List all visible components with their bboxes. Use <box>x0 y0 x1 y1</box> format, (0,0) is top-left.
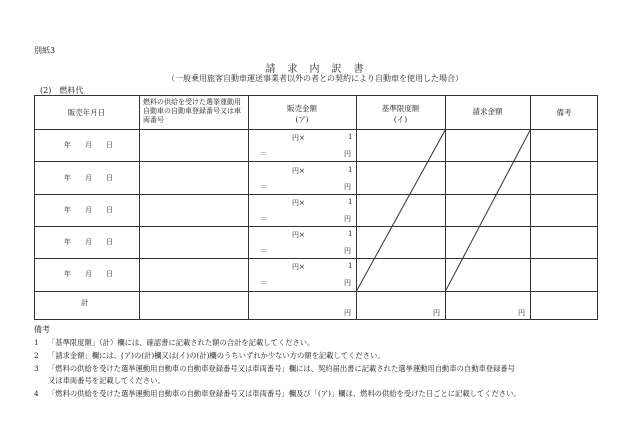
row-4-yen: 円 <box>344 247 351 255</box>
row-2-one: 1 <box>348 166 353 174</box>
document-title: 請 求 内 訳 書 <box>265 64 365 75</box>
note-2-number: 2 <box>34 351 39 360</box>
total-claim-yen: 円 <box>518 309 525 317</box>
row-3-date: 年 月 日 <box>64 206 113 214</box>
header-remarks: 備考 <box>556 108 572 117</box>
note-3-text: 「燃料の供給を受けた選挙運動用自動車の自動車登録番号又は車両番号」欄には、契約届出書に記載された選挙運動用自動車の自動車登録番号 <box>48 364 515 373</box>
claim-breakdown-table <box>34 95 598 320</box>
row-4-equals: ＝ <box>260 247 267 255</box>
note-item-2 <box>34 350 385 361</box>
note-4-number: 4 <box>34 389 39 398</box>
note-item-3 <box>34 363 515 374</box>
form-label: 別紙3 <box>34 46 56 55</box>
header-vehicle: 燃料の供給を受けた選挙運動用自動車の自動車登録番号又は車両番号 <box>143 98 241 124</box>
row-3-yen-times: 円× <box>292 199 305 207</box>
header-sales-label: 販売金額 <box>287 104 317 113</box>
row-2-yen: 円 <box>344 183 351 191</box>
row-5-yen-times: 円× <box>292 263 305 271</box>
header-sales <box>248 103 356 125</box>
row-3-equals: ＝ <box>260 215 267 223</box>
row-1-one: 1 <box>348 133 353 141</box>
row-1-date: 年 月 日 <box>64 141 113 149</box>
row-4-one: 1 <box>348 230 353 238</box>
row-1-yen-times: 円× <box>292 134 305 142</box>
note-item-4 <box>34 388 521 399</box>
row-4-yen-times: 円× <box>292 231 305 239</box>
total-sales-yen: 円 <box>344 309 351 317</box>
row-5-one: 1 <box>348 262 353 270</box>
row-4-date: 年 月 日 <box>64 238 113 246</box>
note-item-3-cont <box>34 375 165 386</box>
row-2-equals: ＝ <box>260 183 267 191</box>
row-5-yen: 円 <box>344 279 351 287</box>
row-2-date: 年 月 日 <box>64 174 113 182</box>
row-3-one: 1 <box>348 198 353 206</box>
row-1-equals: ＝ <box>260 150 267 158</box>
claim-diagonal-strike <box>446 130 531 292</box>
row-5-date: 年 月 日 <box>64 270 113 278</box>
note-4-text: 「燃料の供給を受けた選挙運動用自動車の自動車登録番号又は車両番号」欄及び「(ア)」欄は、燃料の供給を受けた日ごとに記載してください。 <box>48 389 521 398</box>
header-limit-sub: (イ) <box>393 115 408 124</box>
row-1-yen: 円 <box>344 150 351 158</box>
note-1-number: 1 <box>34 338 39 347</box>
note-3-cont-text: 又は車両番号を記載してください。 <box>48 376 165 385</box>
row-2-yen-times: 円× <box>292 167 305 175</box>
note-2-text: 「請求金額」欄には、(ア)の(計)欄又は(イ)の(計)欄のうちいずれか少ない方の額を記載してください。 <box>48 351 385 360</box>
section-label: (2) 燃料代 <box>40 86 84 95</box>
header-sales-sub: (ア) <box>295 115 309 124</box>
note-3-number: 3 <box>34 364 39 373</box>
note-1-text: 「基準限度額」（計）欄には、確認書に記載された額の合計を記載してください。 <box>48 338 315 347</box>
header-claim: 請求金額 <box>472 107 503 116</box>
document-subtitle: （一般乗用旅客自動車運送事業者以外の者との契約により自動車を使用した場合） <box>167 74 463 83</box>
note-item-1 <box>34 337 314 348</box>
row-3-yen: 円 <box>344 215 351 223</box>
limit-diagonal-strike <box>357 130 446 292</box>
header-limit <box>356 103 445 125</box>
total-label: 計 <box>81 298 89 307</box>
total-limit-yen: 円 <box>433 309 440 317</box>
header-limit-label: 基準限度額 <box>381 104 420 113</box>
header-date: 販売年月日 <box>67 107 106 117</box>
row-5-equals: ＝ <box>260 279 267 287</box>
notes-heading: 備考 <box>34 325 50 334</box>
